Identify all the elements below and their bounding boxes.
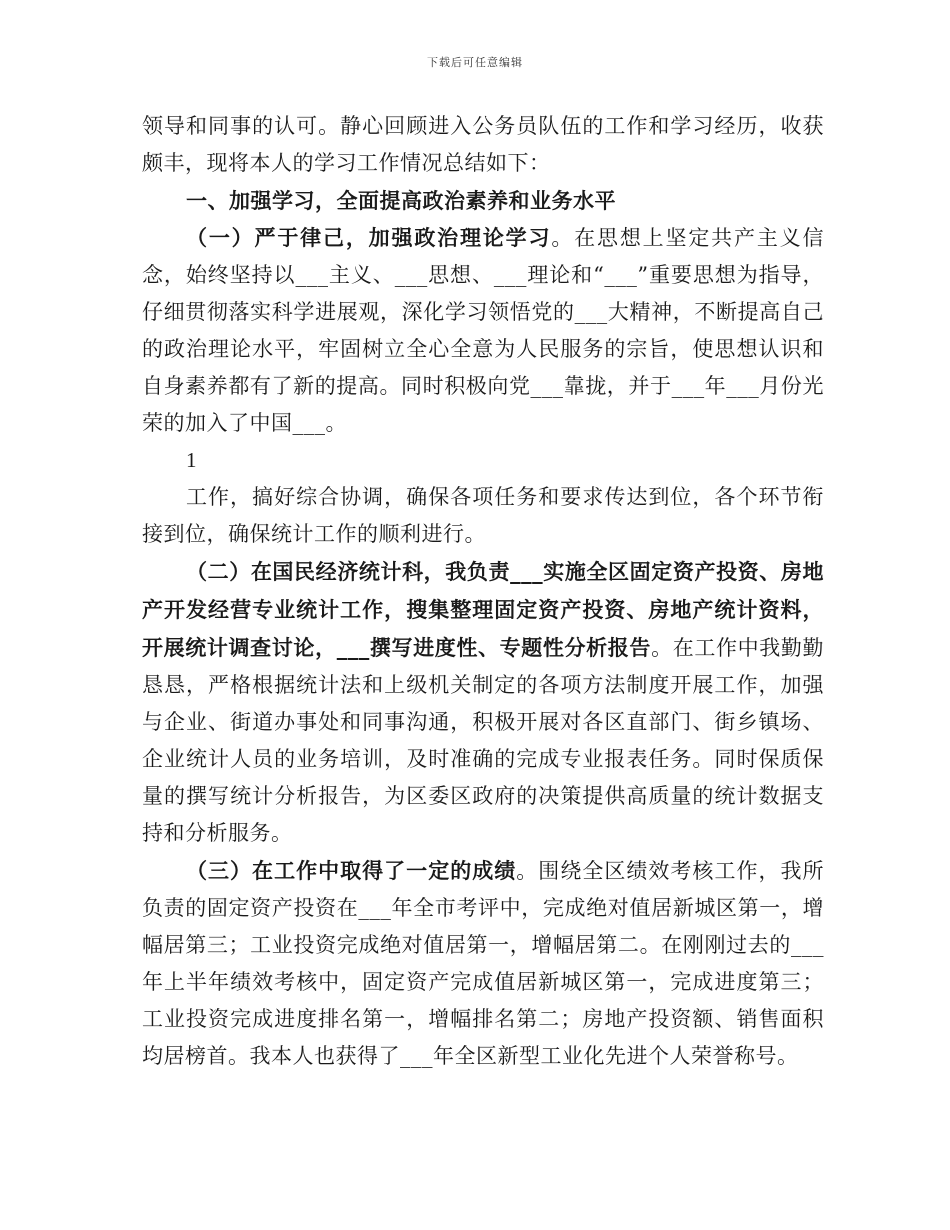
paragraph-achievements [142, 852, 824, 1075]
paragraph-achievements-text: 。围绕全区绩效考核工作，我所负责的固定资产投资在___年全市考评中，完成绝对值居新城区第一，增幅居第三；工业投资完成绝对值居第一，增幅居第二。在刚刚过去的___年上半年绩效考核中，固定资产完成值居新城区第一，完成进度第三；工业投资完成进度排名第一，增幅排名第二；房地产投资额、销售面积均居榜首。我本人也获得了___年全区新型工业化先进个人荣誉称号。 [142, 859, 825, 1068]
page-number: 1 [186, 448, 197, 472]
document-body [142, 108, 824, 1075]
paragraph-intro: 领导和同事的认可。静心回顾进入公务员队伍的工作和学习经历，收获颇丰，现将本人的学习工作情况总结如下： [142, 114, 824, 175]
paragraph-coordination: 工作，搞好综合协调，确保各项任务和要求传达到位，各个环节衔接到位，确保统计工作的顺利进行。 [142, 485, 824, 546]
subheading-achievements: （三）在工作中取得了一定的成绩 [186, 858, 517, 883]
paragraph-statistics-work-text: 。在工作中我勤勤恳恳，严格根据统计法和上级机关制定的各项方法制度开展工作，加强与企业、街道办事处和同事沟通，积极开展对各区直部门、街乡镇场、企业统计人员的业务培训，及时准确的完成专业报表任务。同时保质保量的撰写统计分析报告，为区委区政府的决策提供高质量的统计数据支持和分析服务。 [142, 636, 825, 845]
paragraph-statistics-work [142, 553, 824, 852]
subheading-statistics-work: （二）在国民经济统计科，我负责___实施全区固定资产投资、房地产开发经营专业统计工作，搜集整理固定资产投资、房地产统计资料，开展统计调查讨论，___撰写进度性、专题性分析报告 [142, 559, 824, 660]
subheading-political-study: （一）严于律己，加强政治理论学习 [186, 225, 552, 250]
paragraph-political-study-text: 。在思想上坚定共产主义信念，始终坚持以___主义、___思想、___理论和“___”重要思想为指导，仔细贯彻落实科学进展观，深化学习领悟党的___大精神，不断提高自己的政治理论水平，牢固树立全心全意为人民服务的宗旨，使思想认识和自身素养都有了新的提高。同时积极向党___靠拢，并于___年___月份光荣的加入了中国___。 [142, 226, 825, 435]
page-header: 下载后可任意编辑 [427, 56, 523, 69]
paragraph-political-study [142, 219, 824, 442]
section-heading: 一、加强学习，全面提高政治素养和业务水平 [186, 188, 616, 213]
